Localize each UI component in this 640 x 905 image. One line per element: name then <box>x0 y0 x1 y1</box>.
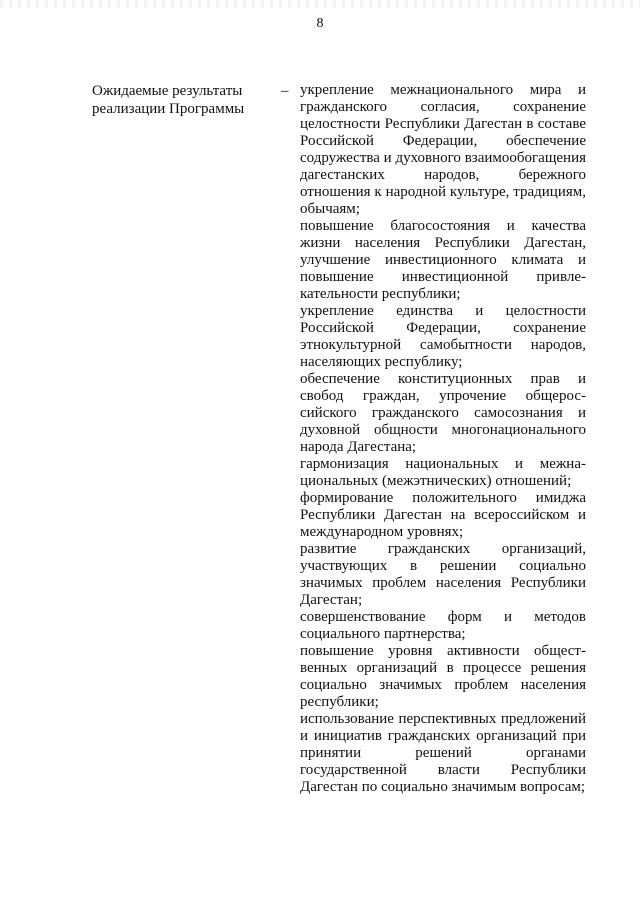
result-item: формирование положительного имиджа Республики Дагестан на всероссийском и международном уровнях; <box>300 490 586 540</box>
section-label: Ожидаемые результаты реализации Программы <box>92 83 245 117</box>
result-item: укрепление единства и целостности Российской Федерации, сохранение этнокультурной самобытности народов, населяющих республику; <box>300 303 586 370</box>
scan-artifact <box>0 0 640 8</box>
results-list <box>300 82 586 796</box>
result-item: гармонизация национальных и межнациональных (межэтнических) отношений; <box>300 456 586 489</box>
result-item: повышение благосостояния и качества жизни населения Республики Дагестан, улучшение инвестиционного климата и повышение инвестиционной привлекательности республики; <box>300 218 586 302</box>
list-dash: – <box>281 83 289 99</box>
page-number: 8 <box>316 16 324 31</box>
result-item: повышение уровня активности общественных организаций в процессе решения социально значимых проблем населения республики; <box>300 643 586 710</box>
result-item: совершенствование форм и методов социального партнерства; <box>300 609 586 642</box>
result-item: использование перспективных предложений и инициатив гражданских организаций при принятии решений органами государственной власти Республики Дагестан по социально значимым вопросам; <box>300 711 586 795</box>
result-item: укрепление межнационального мира и гражданского согласия, сохранение целостности Республики Дагестан в составе Российской Федерации, обеспечение содружества и духовного взаимообогащения дагестанских народов, бережного отношения к народной культуре, традициям, обычаям; <box>300 82 586 217</box>
result-item: развитие гражданских организаций, участвующих в решении социально значимых проблем населения Республики Дагестан; <box>300 541 586 608</box>
result-item: обеспечение конституционных прав и свобод граждан, упрочение общероссийского гражданского самосознания и духовной общности многонационального народа Дагестана; <box>300 371 586 455</box>
